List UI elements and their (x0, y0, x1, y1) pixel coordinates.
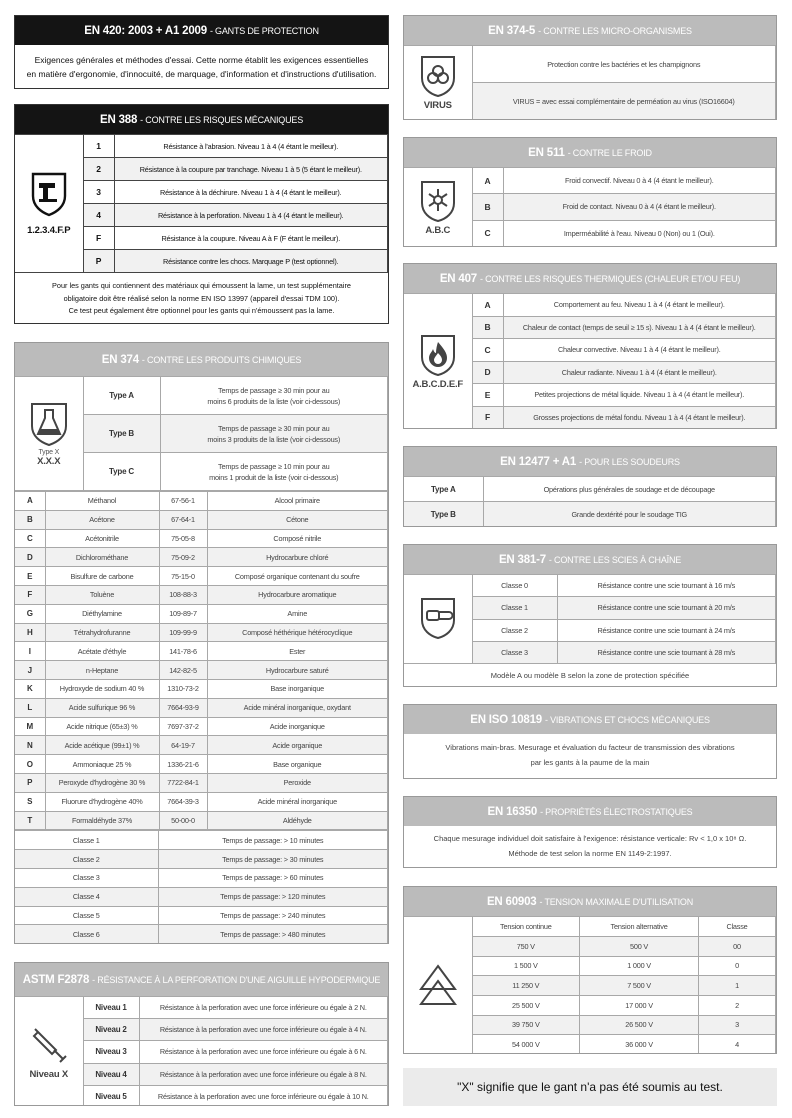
chemical-name: Acide sulfurique 96 % (45, 698, 159, 717)
astm-row-desc: Résistance à la perforation avec une force inférieure ou égale à 4 N. (139, 1019, 388, 1041)
class-row (15, 906, 388, 925)
voltage-cell: 4 (699, 1035, 776, 1054)
chemical-row (15, 773, 388, 792)
chemical-class: Peroxide (207, 773, 388, 792)
astm-row (15, 997, 388, 1019)
class-key: Classe 4 (15, 887, 158, 906)
voltage-cell: 1 000 V (580, 956, 699, 976)
en407-icon-label: A.B.C.D.E.F (412, 378, 464, 390)
chemical-row (15, 642, 388, 661)
en511-header (404, 138, 776, 167)
class-desc: Temps de passage: > 240 minutes (158, 906, 388, 925)
en388-row-desc: Résistance à l'abrasion. Niveau 1 à 4 (4 étant le meilleur). (114, 135, 388, 158)
en374-type-desc: moins 6 produits de la liste (voir ci-dessous) (207, 396, 341, 406)
en3745-row-desc: Protection contre les bactéries et les champignons (472, 46, 776, 83)
iso10819-line: Vibrations main-bras. Mesurage et évaluation du facteur de transmission des vibrations (445, 743, 735, 752)
astm-row-key: Niveau 4 (83, 1063, 139, 1085)
chemical-cas: 67-56-1 (159, 492, 207, 511)
class-row (15, 850, 388, 869)
en3817-box (403, 544, 777, 687)
chemical-cas: 75-09-2 (159, 548, 207, 567)
iso10819-box (403, 704, 777, 779)
chemical-row (15, 755, 388, 774)
en3817-row-desc: Résistance contre une scie tournant à 16 m/s (557, 575, 776, 597)
class-key: Classe 6 (15, 925, 158, 944)
chemical-code: E (15, 567, 45, 586)
class-row (15, 868, 388, 887)
chemical-code: J (15, 661, 45, 680)
astm-icon-cell (15, 997, 83, 1107)
chemical-class: Amine (207, 604, 388, 623)
chemical-class: Acide minéral inorganique, oxydant (207, 698, 388, 717)
chemical-name: Méthanol (45, 492, 159, 511)
chemical-row (15, 548, 388, 567)
en374-title: - CONTRE LES PRODUITS CHIMIQUES (141, 354, 302, 365)
en12477-row-desc: Grande dextérité pour le soudage TIG (483, 502, 776, 527)
en16350-line: Méthode de test selon la norme EN 1149-2:1997. (508, 849, 672, 858)
en388-row-key: P (83, 250, 114, 273)
chemical-cas: 1310-73-2 (159, 679, 207, 698)
en407-icon-cell (404, 294, 472, 429)
en12477-row-desc: Opérations plus générales de soudage et de découpage (483, 477, 776, 502)
en388-note-line: Pour les gants qui contiennent des matériaux qui émoussent la lame, un test supplémentaire (52, 281, 351, 290)
en3745-row-desc: VIRUS = avec essai complémentaire de perméation au virus (ISO16604) (472, 83, 776, 120)
iso10819-title: - VIBRATIONS ET CHOCS MÉCANIQUES (544, 714, 710, 725)
chemical-code: C (15, 529, 45, 548)
en511-code: EN 511 (528, 146, 565, 159)
en60903-header (404, 887, 776, 916)
voltage-cell: 39 750 V (472, 1015, 580, 1035)
en374-header (15, 343, 388, 376)
en374-box (14, 342, 389, 944)
en3745-code: EN 374-5 (488, 24, 536, 37)
chemical-class: Composé nitrile (207, 529, 388, 548)
en420-title: - GANTS DE PROTECTION (209, 25, 319, 36)
chemical-code: L (15, 698, 45, 717)
chemical-class: Acide minéral inorganique (207, 792, 388, 811)
en407-row-desc: Petites projections de métal liquide. Niveau 1 à 4 (4 étant le meilleur). (503, 384, 776, 407)
en511-row-key: B (472, 194, 503, 220)
en388-note-line: Ce test peut également être optionnel pour les gants qui n'émoussent pas la lame. (68, 306, 335, 315)
voltage-cell: 7 500 V (580, 976, 699, 996)
en511-row-desc: Imperméabilité à l'eau. Niveau 0 (Non) ou 1 (Oui). (503, 220, 776, 246)
en374-types-table (15, 376, 388, 491)
en388-code: EN 388 (100, 113, 138, 126)
voltage-cell: 54 000 V (472, 1035, 580, 1054)
en407-table (404, 293, 776, 429)
chemical-cas: 109-89-7 (159, 604, 207, 623)
chemical-class: Cétone (207, 510, 388, 529)
en60903-title: - TENSION MAXIMALE D'UTILISATION (539, 896, 694, 907)
astm-row-key: Niveau 3 (83, 1041, 139, 1063)
en374-icon-label: X.X.X (37, 455, 61, 467)
astm-code: ASTM F2878 (22, 973, 90, 986)
en388-icon-label: 1.2.3.4.F.P (27, 225, 71, 236)
en374-classes-table (15, 830, 388, 944)
en388-row-desc: Résistance contre les chocs. Marquage P (test optionnel). (114, 250, 388, 273)
en12477-row-key: Type B (404, 502, 483, 527)
chemical-name: Acide nitrique (65±3) % (45, 717, 159, 736)
chemical-code: S (15, 792, 45, 811)
chemical-cas: 108-88-3 (159, 585, 207, 604)
snowflake-shield-icon (418, 179, 458, 223)
voltage-cell: 36 000 V (580, 1035, 699, 1054)
astm-title: - RÉSISTANCE À LA PERFORATION D'UNE AIGUILLE HYPODERMIQUE (92, 974, 381, 985)
en420-box (14, 15, 389, 89)
voltage-cell: 00 (699, 937, 776, 957)
en511-row-key: C (472, 220, 503, 246)
en388-row-desc: Résistance à la coupure. Niveau A à F (F étant le meilleur). (114, 227, 388, 250)
chemical-name: Acide acétique (99±1) % (45, 736, 159, 755)
en388-row-desc: Résistance à la perforation. Niveau 1 à 4 (4 étant le meilleur). (114, 204, 388, 227)
en511-icon-label: A.B.C (425, 224, 451, 236)
en374-chemicals-table (15, 491, 388, 830)
en388-row-key: 2 (83, 158, 114, 181)
chemical-row (15, 717, 388, 736)
en374-type-key: Type B (83, 415, 160, 453)
astm-row-desc: Résistance à la perforation avec une force inférieure ou égale à 10 N. (139, 1085, 388, 1106)
chemical-row (15, 492, 388, 511)
voltage-triangle-icon (418, 963, 458, 1007)
chemical-name: Acétone (45, 510, 159, 529)
chemical-cas: 7722-84-1 (159, 773, 207, 792)
en407-row-key: A (472, 294, 503, 317)
en16350-title: - PROPRIÉTÉS ÉLECTROSTATIQUES (540, 806, 693, 817)
voltage-header: Tension alternative (580, 917, 699, 937)
en420-line1: Exigences générales et méthodes d'essai. Cette norme établit les exigences essentielles (34, 55, 369, 65)
en60903-box (403, 886, 777, 1054)
chemical-code: H (15, 623, 45, 642)
en511-box (403, 137, 777, 247)
class-key: Classe 5 (15, 906, 158, 925)
chemical-code: T (15, 811, 45, 830)
chemical-cas: 7664-93-9 (159, 698, 207, 717)
chemical-code: O (15, 755, 45, 774)
voltage-header-row (404, 917, 776, 937)
chemical-class: Base organique (207, 755, 388, 774)
voltage-cell: 26 500 V (580, 1015, 699, 1035)
chemical-cas: 75-15-0 (159, 567, 207, 586)
en388-header (15, 105, 388, 134)
chemical-code: G (15, 604, 45, 623)
chemical-cas: 7697-37-2 (159, 717, 207, 736)
en407-header (404, 264, 776, 293)
en3745-table (404, 45, 776, 120)
class-row (15, 925, 388, 944)
en407-title: - CONTRE LES RISQUES THERMIQUES (CHALEUR ET/OU FEU) (480, 273, 741, 284)
chemical-row (15, 604, 388, 623)
en388-row-desc: Résistance à la déchirure. Niveau 1 à 4 (4 étant le meilleur). (114, 181, 388, 204)
chemical-class: Acide inorganique (207, 717, 388, 736)
en388-row-key: 4 (83, 204, 114, 227)
en3745-box (403, 15, 777, 120)
chemical-name: Peroxyde d'hydrogène 30 % (45, 773, 159, 792)
en16350-code: EN 16350 (487, 805, 538, 818)
chemical-code: N (15, 736, 45, 755)
en511-table (404, 167, 776, 247)
chemical-code: K (15, 679, 45, 698)
voltage-cell: 2 (699, 995, 776, 1015)
chemical-class: Acide organique (207, 736, 388, 755)
en3817-row-key: Classe 2 (472, 619, 557, 641)
en511-title: - CONTRE LE FROID (567, 147, 652, 158)
en374-type-desc: Temps de passage ≥ 30 min pour au (218, 423, 330, 433)
voltage-header: Tension continue (472, 917, 580, 937)
en3817-row-desc: Résistance contre une scie tournant à 24 m/s (557, 619, 776, 641)
chemical-row (15, 567, 388, 586)
en12477-header (404, 447, 776, 476)
en3745-header (404, 16, 776, 45)
iso10819-code: EN ISO 10819 (470, 713, 542, 726)
class-desc: Temps de passage: > 10 minutes (158, 831, 388, 850)
en407-row-key: E (472, 384, 503, 407)
footer-note: "X" signifie que le gant n'a pas été soumis au test. (403, 1068, 777, 1106)
chemical-code: D (15, 548, 45, 567)
en420-code: EN 420: 2003 + A1 2009 (84, 24, 207, 37)
en388-table (15, 134, 388, 273)
en407-row-desc: Grosses projections de métal fondu. Niveau 1 à 4 (4 étant le meilleur). (503, 406, 776, 429)
voltage-cell: 750 V (472, 937, 580, 957)
en374-type-key: Type C (83, 453, 160, 491)
en388-row-key: 1 (83, 135, 114, 158)
en388-box (14, 104, 389, 324)
astm-row-key: Niveau 1 (83, 997, 139, 1019)
chemical-cas: 109-99-9 (159, 623, 207, 642)
chemical-class: Ester (207, 642, 388, 661)
en388-row-key: F (83, 227, 114, 250)
en388-icon-cell (15, 135, 83, 273)
class-desc: Temps de passage: > 30 minutes (158, 850, 388, 869)
astm-row-desc: Résistance à la perforation avec une force inférieure ou égale à 2 N. (139, 997, 388, 1019)
en407-box (403, 263, 777, 429)
en3817-icon-cell (404, 575, 472, 664)
astm-table (15, 996, 388, 1106)
en374-icon-type: Type X (38, 448, 60, 456)
biohazard-shield-icon (418, 54, 458, 98)
chemical-row (15, 736, 388, 755)
class-desc: Temps de passage: > 480 minutes (158, 925, 388, 944)
chemical-name: Dichlorométhane (45, 548, 159, 567)
voltage-cell: 25 500 V (472, 995, 580, 1015)
chemical-name: Fluorure d'hydrogène 40% (45, 792, 159, 811)
voltage-cell: 3 (699, 1015, 776, 1035)
astm-icon-label: Niveau X (29, 1069, 69, 1081)
en60903-code: EN 60903 (486, 895, 537, 908)
en407-row-desc: Chaleur convective. Niveau 1 à 4 (4 étant le meilleur). (503, 339, 776, 362)
chemical-name: Toluène (45, 585, 159, 604)
chemical-row (15, 792, 388, 811)
chemical-class: Hydrocarbure aromatique (207, 585, 388, 604)
chemical-row (15, 529, 388, 548)
chemical-code: B (15, 510, 45, 529)
iso10819-line: par les gants à la paume de la main (530, 758, 650, 767)
chemical-row (15, 811, 388, 830)
chemical-cas: 75-05-8 (159, 529, 207, 548)
astm-header (15, 963, 388, 996)
en407-row-key: F (472, 406, 503, 429)
en3745-title: - CONTRE LES MICRO-ORGANISMES (538, 25, 692, 36)
en511-row-desc: Froid de contact. Niveau 0 à 4 (4 étant le meilleur). (503, 194, 776, 220)
voltage-cell: 1 (699, 976, 776, 996)
en374-code: EN 374 (101, 353, 139, 366)
hammer-shield-icon (29, 171, 69, 217)
en3745-icon-label: VIRUS (423, 100, 452, 111)
chemical-name: Tétrahydrofuranne (45, 623, 159, 642)
en12477-box (403, 446, 777, 527)
en3817-row-key: Classe 1 (472, 597, 557, 619)
astm-row-desc: Résistance à la perforation avec une force inférieure ou égale à 8 N. (139, 1063, 388, 1085)
en407-row-desc: Chaleur de contact (temps de seuil ≥ 15 s). Niveau 1 à 4 (4 étant le meilleur). (503, 316, 776, 339)
chemical-class: Composé organique contenant du soufre (207, 567, 388, 586)
chemical-code: P (15, 773, 45, 792)
en407-row-key: B (472, 316, 503, 339)
chemical-cas: 141-78-6 (159, 642, 207, 661)
en374-type-desc: moins 3 produits de la liste (voir ci-dessous) (207, 434, 341, 444)
voltage-header: Classe (699, 917, 776, 937)
flask-shield-icon (28, 401, 70, 447)
chemical-cas: 142-82-5 (159, 661, 207, 680)
en407-row-key: C (472, 339, 503, 362)
en3817-table (404, 574, 776, 664)
chemical-code: M (15, 717, 45, 736)
chemical-class: Hydrocarbure saturé (207, 661, 388, 680)
astm-box (14, 962, 389, 1106)
en374-type-desc: Temps de passage ≥ 10 min pour au (218, 461, 330, 471)
chemical-row (15, 698, 388, 717)
en374-type-desc: moins 1 produit de la liste (voir ci-dessous) (209, 472, 339, 482)
class-row (15, 887, 388, 906)
class-desc: Temps de passage: > 60 minutes (158, 868, 388, 887)
en407-row-desc: Chaleur radiante. Niveau 1 à 4 (4 étant le meilleur). (503, 361, 776, 384)
class-desc: Temps de passage: > 120 minutes (158, 887, 388, 906)
chemical-cas: 1336-21-6 (159, 755, 207, 774)
chemical-name: Acétonitrile (45, 529, 159, 548)
chemical-class: Aldéhyde (207, 811, 388, 830)
chemical-row (15, 679, 388, 698)
chemical-row (15, 510, 388, 529)
chemical-name: Bisulfure de carbone (45, 567, 159, 586)
en407-row-key: D (472, 361, 503, 384)
class-key: Classe 2 (15, 850, 158, 869)
chemical-code: A (15, 492, 45, 511)
class-row (15, 831, 388, 850)
en3745-icon-cell (404, 46, 472, 120)
en3817-header (404, 545, 776, 574)
en3817-row-desc: Résistance contre une scie tournant à 28 m/s (557, 641, 776, 663)
en511-icon-cell (404, 168, 472, 247)
voltage-cell: 500 V (580, 937, 699, 957)
en511-row-key: A (472, 168, 503, 194)
en407-row-desc: Comportement au feu. Niveau 1 à 4 (4 étant le meilleur). (503, 294, 776, 317)
astm-row-desc: Résistance à la perforation avec une force inférieure ou égale à 6 N. (139, 1041, 388, 1063)
iso10819-header (404, 705, 776, 734)
en3817-row-key: Classe 0 (472, 575, 557, 597)
en16350-line: Chaque mesurage individuel doit satisfaire à l'exigence: résistance verticale: Rv < 1,0 x 10⁸ Ω. (433, 834, 747, 843)
chemical-name: Acétate d'éthyle (45, 642, 159, 661)
voltage-cell: 11 250 V (472, 976, 580, 996)
en60903-icon-cell (404, 917, 472, 1055)
class-key: Classe 1 (15, 831, 158, 850)
chemical-row (15, 661, 388, 680)
en12477-table (404, 476, 776, 527)
en388-title: - CONTRE LES RISQUES MÉCANIQUES (140, 114, 303, 125)
chemical-name: Ammoniaque 25 % (45, 755, 159, 774)
chemical-name: Hydroxyde de sodium 40 % (45, 679, 159, 698)
en374-type-desc: Temps de passage ≥ 30 min pour au (218, 385, 330, 395)
chemical-name: Formaldéhyde 37% (45, 811, 159, 830)
flame-shield-icon (418, 333, 458, 377)
en388-note-line: obligatoire doit être réalisé selon la norme EN ISO 13997 (appareil d'essai TDM 100). (63, 293, 340, 303)
en60903-table (404, 916, 776, 1054)
en407-code: EN 407 (439, 272, 477, 285)
chemical-name: n-Heptane (45, 661, 159, 680)
chemical-class: Composé héthérique hétérocyclique (207, 623, 388, 642)
en16350-box (403, 796, 777, 868)
en3817-row-key: Classe 3 (472, 641, 557, 663)
chemical-row (15, 623, 388, 642)
chemical-cas: 64-19-7 (159, 736, 207, 755)
chemical-code: F (15, 585, 45, 604)
en374-type-key: Type A (83, 377, 160, 415)
en16350-header (404, 797, 776, 826)
voltage-cell: 0 (699, 956, 776, 976)
en420-line2: en matière d'ergonomie, d'innocuité, de marquage, d'information et d'instructions d'utilisation. (26, 69, 377, 79)
chemical-name: Diéthylamine (45, 604, 159, 623)
voltage-cell: 1 500 V (472, 956, 580, 976)
chainsaw-shield-icon (418, 596, 458, 640)
en12477-code: EN 12477 + A1 (500, 455, 577, 468)
en374-icon-cell (15, 377, 83, 491)
astm-row-key: Niveau 5 (83, 1085, 139, 1106)
chemical-class: Alcool primaire (207, 492, 388, 511)
astm-row-key: Niveau 2 (83, 1019, 139, 1041)
chemical-cas: 50-00-0 (159, 811, 207, 830)
chemical-code: I (15, 642, 45, 661)
voltage-cell: 17 000 V (580, 995, 699, 1015)
chemical-cas: 67-64-1 (159, 510, 207, 529)
chemical-class: Hydrocarbure chloré (207, 548, 388, 567)
en388-row-desc: Résistance à la coupure par tranchage. Niveau 1 à 5 (5 étant le meilleur). (114, 158, 388, 181)
en3817-title: - CONTRE LES SCIES À CHAÎNE (548, 554, 682, 565)
en12477-title: - POUR LES SOUDEURS (579, 456, 680, 467)
en3817-code: EN 381-7 (498, 553, 546, 566)
class-key: Classe 3 (15, 868, 158, 887)
en420-header (15, 16, 388, 45)
en3817-note: Modèle A ou modèle B selon la zone de protection spécifiée (490, 671, 690, 680)
chemical-class: Base inorganique (207, 679, 388, 698)
en12477-row-key: Type A (404, 477, 483, 502)
en3817-row-desc: Résistance contre une scie tournant à 20 m/s (557, 597, 776, 619)
en511-row-desc: Froid convectif. Niveau 0 à 4 (4 étant le meilleur). (503, 168, 776, 194)
syringe-icon (27, 1023, 71, 1067)
en388-row-key: 3 (83, 181, 114, 204)
chemical-cas: 7664-39-3 (159, 792, 207, 811)
chemical-row (15, 585, 388, 604)
